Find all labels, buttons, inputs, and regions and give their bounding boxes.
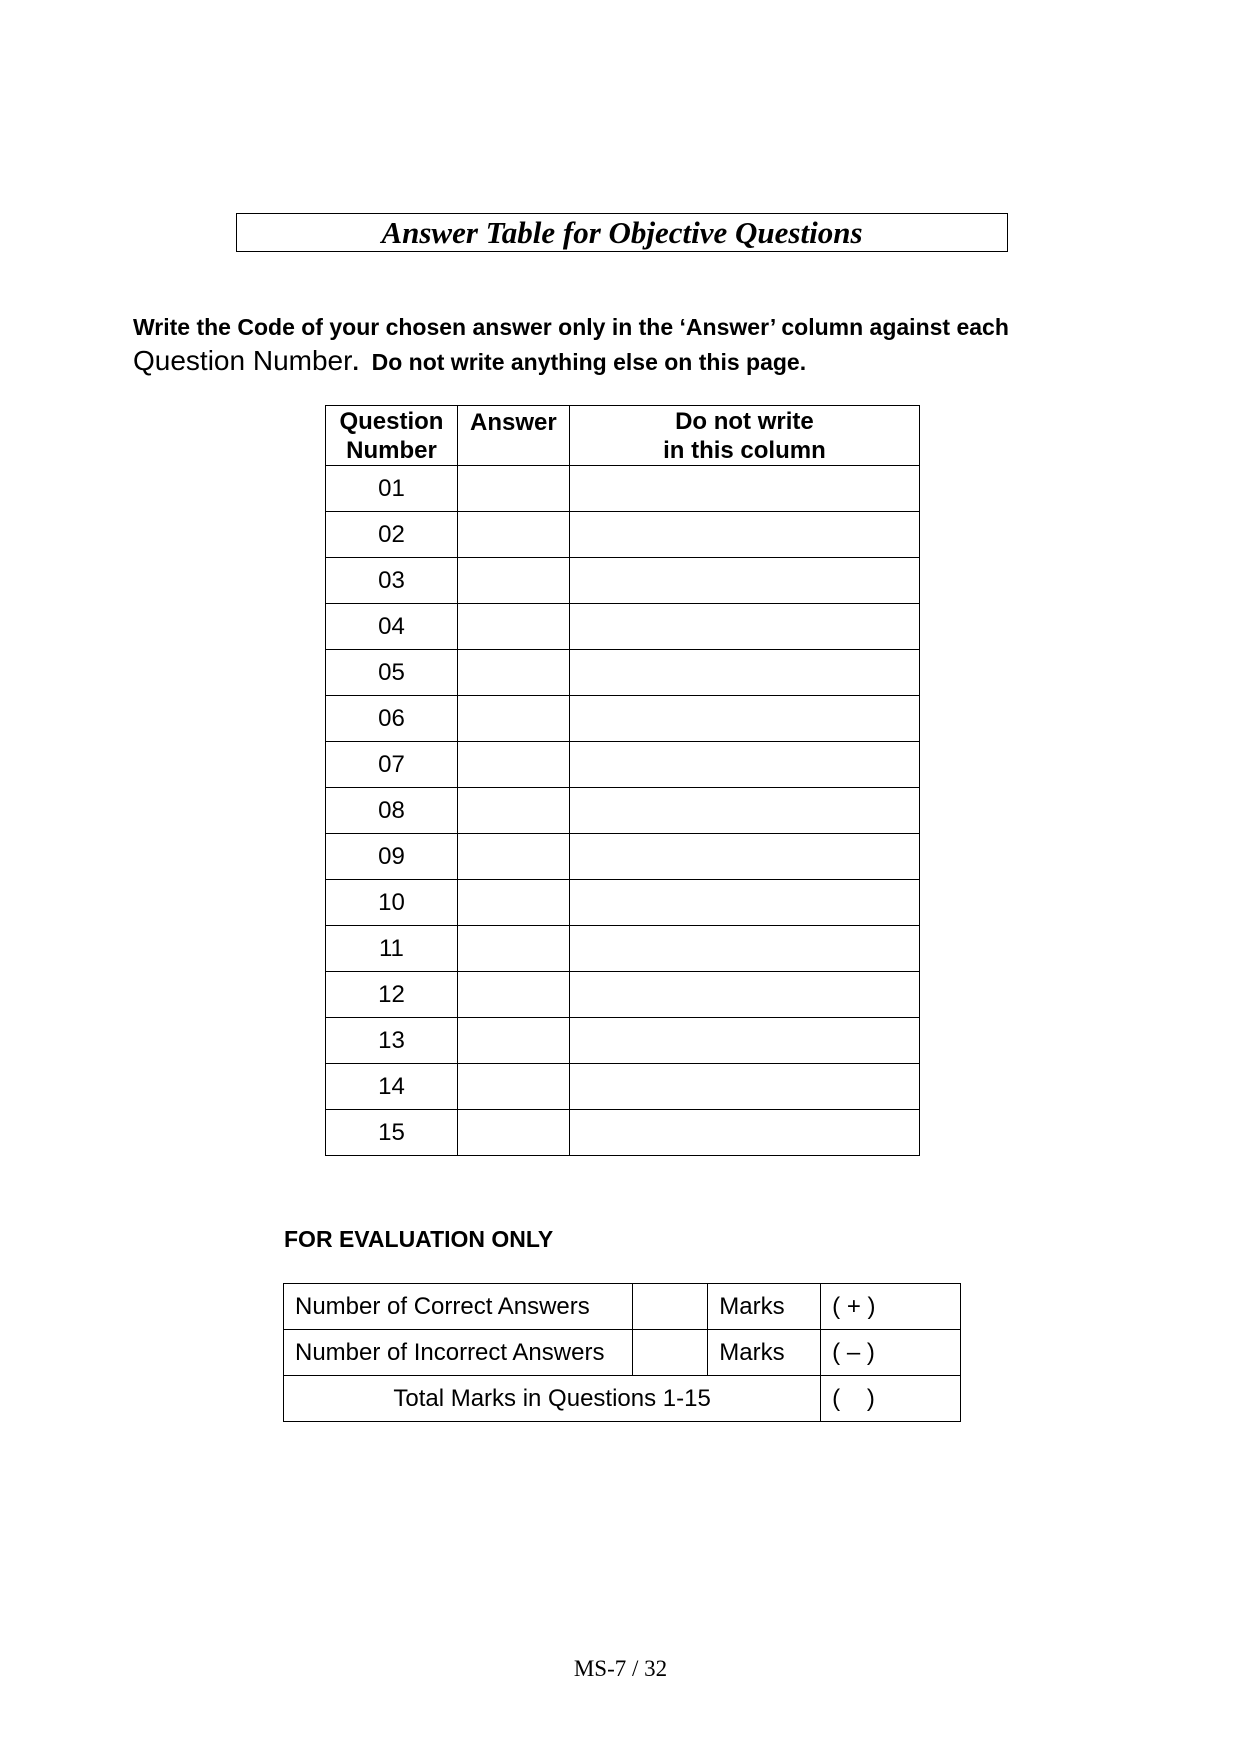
table-row [326,1018,920,1064]
correct-marks-label: Marks [708,1284,821,1330]
table-row [326,1064,920,1110]
table-row [326,1110,920,1156]
correct-marks-cell[interactable]: ( + ) [821,1284,961,1330]
header-do-not-write: Do not write in this column [569,406,919,466]
question-number-cell: 15 [326,1110,458,1156]
table-row [326,926,920,972]
question-number-cell: 02 [326,512,458,558]
incorrect-answers-label: Number of Incorrect Answers [284,1330,633,1376]
do-not-write-cell [569,1110,919,1156]
answer-cell[interactable] [457,834,569,880]
answer-table [325,405,920,1156]
question-number-cell: 13 [326,1018,458,1064]
evaluation-row-total [284,1376,961,1422]
header-question-number: Question Number [326,406,458,466]
table-row [326,604,920,650]
answer-cell[interactable] [457,880,569,926]
table-row [326,788,920,834]
answer-cell[interactable] [457,742,569,788]
page-number: MS-7 / 32 [573,1656,668,1681]
answer-cell[interactable] [457,466,569,512]
instructions [133,311,1113,379]
table-row [326,742,920,788]
question-number-cell: 10 [326,880,458,926]
do-not-write-cell [569,512,919,558]
do-not-write-cell [569,834,919,880]
incorrect-marks-cell[interactable]: ( – ) [821,1330,961,1376]
title-box [236,213,1008,252]
answer-cell[interactable] [457,696,569,742]
question-number-cell: 11 [326,926,458,972]
page-title: Answer Table for Objective Questions [381,215,863,250]
answer-cell[interactable] [457,1064,569,1110]
question-number-cell: 06 [326,696,458,742]
answer-cell[interactable] [457,1110,569,1156]
table-row [326,972,920,1018]
evaluation-heading: FOR EVALUATION ONLY [284,1226,554,1252]
table-row [326,650,920,696]
instructions-part3: . [352,349,359,375]
question-number-cell: 09 [326,834,458,880]
instructions-part4: Do not write anything else on this page. [371,349,807,375]
do-not-write-cell [569,788,919,834]
do-not-write-cell [569,1064,919,1110]
evaluation-row-incorrect [284,1330,961,1376]
question-number-cell: 12 [326,972,458,1018]
answer-cell[interactable] [457,788,569,834]
do-not-write-cell [569,742,919,788]
table-row [326,466,920,512]
instructions-part2: Question Number [133,345,353,376]
answer-cell[interactable] [457,1018,569,1064]
do-not-write-cell [569,880,919,926]
question-number-cell: 08 [326,788,458,834]
table-row [326,696,920,742]
answer-cell[interactable] [457,558,569,604]
incorrect-marks-label: Marks [708,1330,821,1376]
evaluation-row-correct [284,1284,961,1330]
instructions-part1: Write the Code of your chosen answer only in the ‘Answer’ column against each [133,314,1009,340]
do-not-write-cell [569,972,919,1018]
correct-answers-count-cell[interactable] [633,1284,708,1330]
question-number-cell: 01 [326,466,458,512]
answer-cell[interactable] [457,604,569,650]
do-not-write-cell [569,1018,919,1064]
incorrect-answers-count-cell[interactable] [633,1330,708,1376]
do-not-write-cell [569,558,919,604]
table-row [326,834,920,880]
table-row [326,512,920,558]
question-number-cell: 03 [326,558,458,604]
question-number-cell: 05 [326,650,458,696]
answer-cell[interactable] [457,972,569,1018]
answer-cell[interactable] [457,512,569,558]
total-marks-label: Total Marks in Questions 1-15 [284,1376,821,1422]
question-number-cell: 04 [326,604,458,650]
table-row [326,558,920,604]
answer-table-body [326,466,920,1156]
correct-answers-label: Number of Correct Answers [284,1284,633,1330]
table-row [326,880,920,926]
answer-cell[interactable] [457,926,569,972]
do-not-write-cell [569,466,919,512]
question-number-cell: 07 [326,742,458,788]
do-not-write-cell [569,926,919,972]
evaluation-table [283,1283,961,1422]
do-not-write-cell [569,696,919,742]
header-answer: Answer [457,406,569,466]
do-not-write-cell [569,650,919,696]
question-number-cell: 14 [326,1064,458,1110]
do-not-write-cell [569,604,919,650]
answer-cell[interactable] [457,650,569,696]
total-marks-cell[interactable]: ( ) [821,1376,961,1422]
answer-table-header-row [326,406,920,466]
